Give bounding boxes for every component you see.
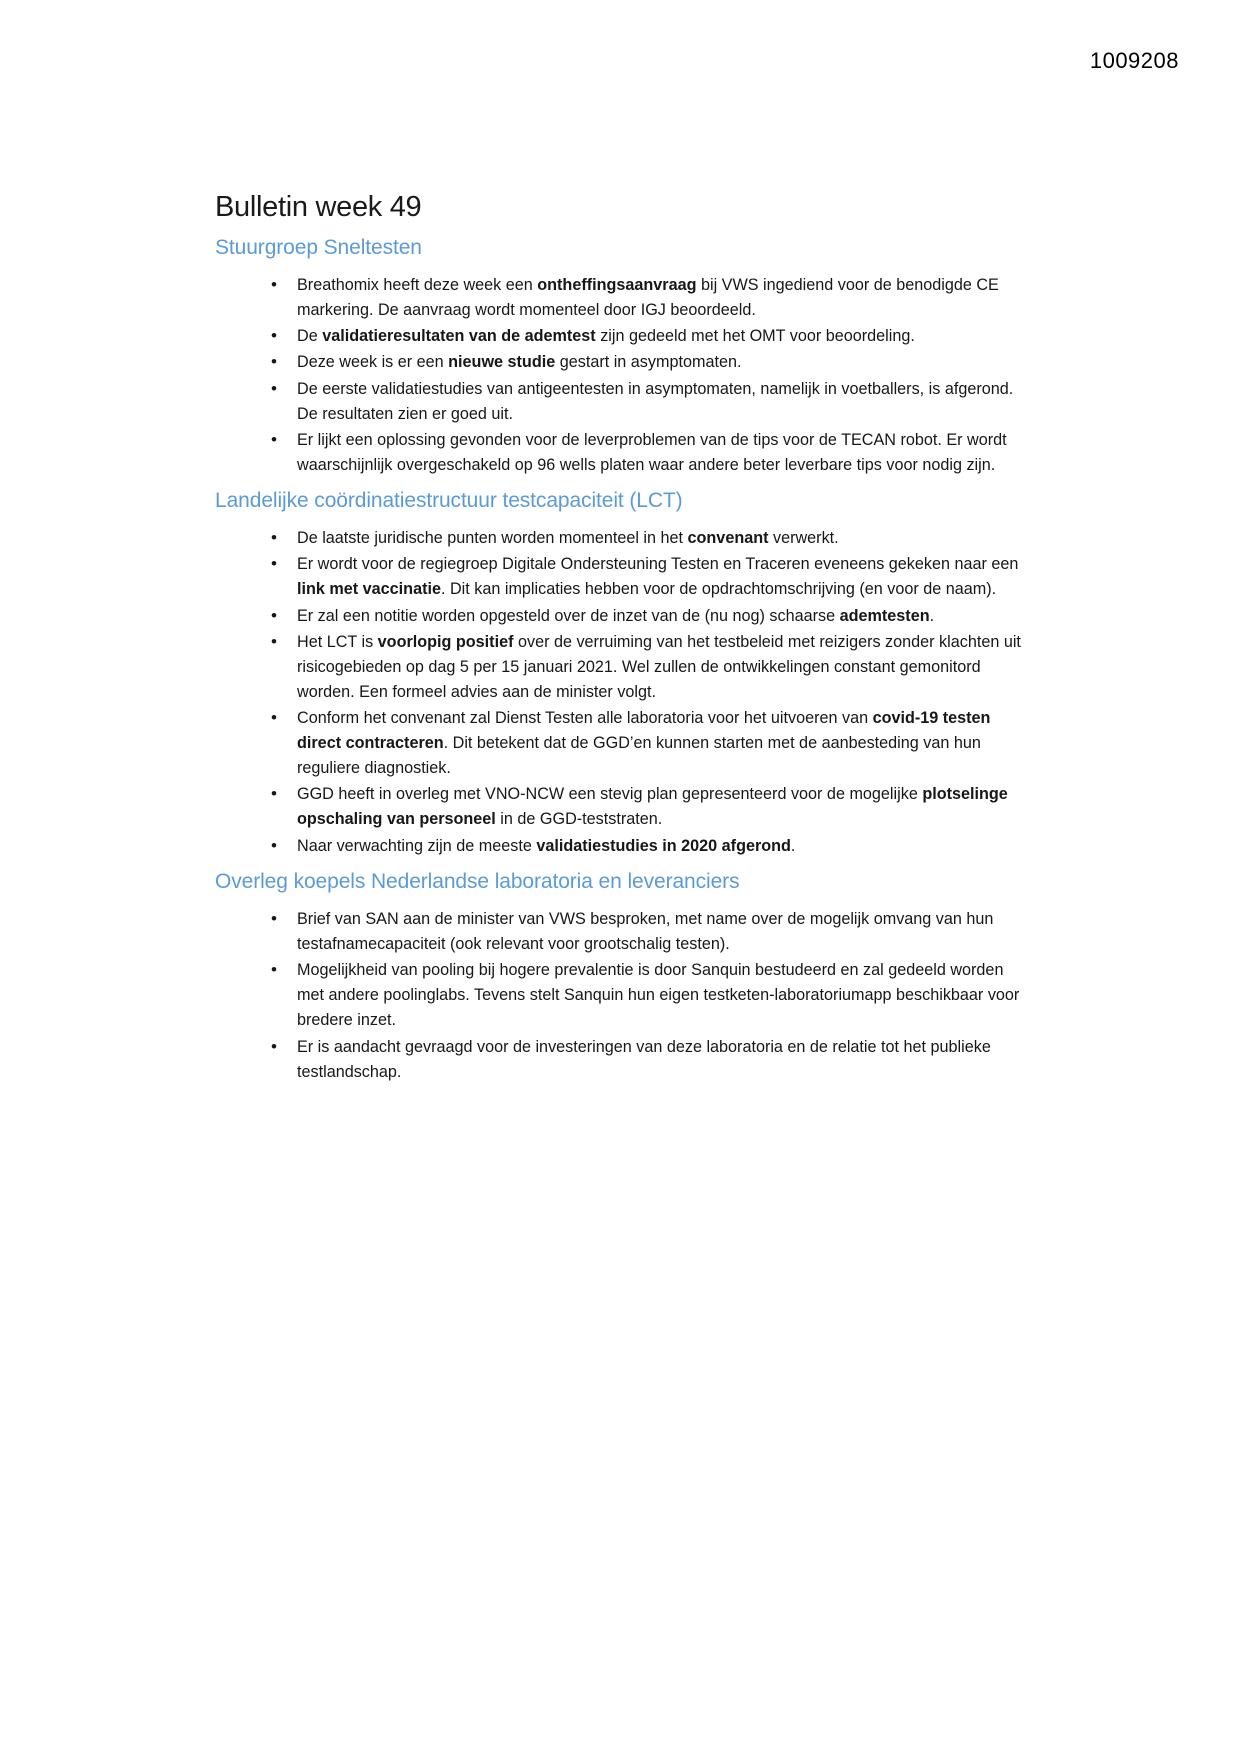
bullet-text: .	[790, 836, 796, 855]
bullet-text: Er is aandacht gevraagd voor de investeringen van deze laboratoria en de relatie tot het publieke testlandschap.	[297, 1037, 991, 1081]
bullet-list	[215, 907, 1025, 1085]
bullet-item	[271, 782, 1025, 832]
bullet-item	[271, 706, 1025, 781]
document-section	[215, 868, 1025, 1085]
bullet-item	[271, 630, 1025, 705]
bullet-text: over de verruiming van het testbeleid met reizigers zonder klachten uit risicogebieden op dag 5 per 15 januari 2021. Wel zullen de ontwikkelingen constant gemonitord worden. Een formeel advies aan de minister volgt.	[297, 632, 1021, 701]
bullet-text: Het LCT is	[297, 632, 378, 651]
bullet-text: zijn gedeeld met het OMT voor beoordeling.	[595, 327, 915, 346]
bullet-text: Naar verwachting zijn de meeste	[297, 836, 537, 855]
bullet-text: gestart in asymptomaten.	[555, 353, 742, 372]
bullet-emphasis: nieuwe studie	[448, 353, 556, 372]
bullet-text: GGD heeft in overleg met VNO-NCW een stevig plan gepresenteerd voor de mogelijke	[297, 785, 923, 804]
bullet-text: in de GGD-teststraten.	[495, 810, 663, 829]
bullet-text: Er lijkt een oplossing gevonden voor de leverproblemen van de tips voor de TECAN robot. Er wordt waarschijnlijk overgeschakeld op 96 wells platen waar andere beter leverbare tips voor nodig zijn.	[297, 430, 1007, 474]
bullet-item	[271, 324, 1025, 349]
bullet-text: De	[297, 327, 323, 346]
document-body	[215, 190, 1025, 1086]
page-title: Bulletin week 49	[215, 191, 422, 223]
bullet-text: De eerste validatiestudies van antigeentesten in asymptomaten, namelijk in voetballers, is afgerond. De resultaten zien er goed uit.	[297, 379, 1014, 423]
bullet-item	[271, 907, 1025, 957]
page-number: 1009208	[1089, 48, 1179, 73]
bullet-emphasis: validatieresultaten van de ademtest	[322, 327, 596, 346]
bullet-text: . Dit kan implicaties hebben voor de opdrachtomschrijving (en voor de naam).	[440, 580, 997, 599]
bullet-text: Deze week is er een	[297, 353, 449, 372]
bullet-emphasis: link met vaccinatie	[297, 580, 441, 599]
bullet-emphasis: validatiestudies in 2020 afgerond	[536, 836, 791, 855]
document-section	[215, 234, 1025, 478]
bullet-item	[271, 604, 1025, 629]
bullet-text: Mogelijkheid van pooling bij hogere prevalentie is door Sanquin bestudeerd en zal gedeeld worden met andere poolinglabs. Tevens stelt Sanquin hun eigen testketen-laboratoriumapp beschikbaar voor bredere inzet.	[297, 961, 1020, 1030]
bullet-list	[215, 526, 1025, 858]
bullet-item	[271, 958, 1025, 1033]
bullet-emphasis: ademtesten	[839, 606, 930, 625]
bullet-text: .	[929, 606, 935, 625]
bullet-item	[271, 834, 1025, 859]
bullet-text: bij VWS ingediend voor de benodigde CE markering. De aanvraag wordt momenteel door IGJ beoordeeld.	[297, 276, 999, 320]
bullet-item	[271, 350, 1025, 375]
document-section	[215, 487, 1025, 859]
bullet-text: Brief van SAN aan de minister van VWS besproken, met name over de mogelijk omvang van hun testafnamecapaciteit (ook relevant voor grootschalig testen).	[297, 909, 994, 954]
bullet-item	[271, 428, 1025, 478]
bullet-text: Conform het convenant zal Dienst Testen alle laboratoria voor het uitvoeren van	[297, 709, 873, 728]
bullet-emphasis: ontheffingsaanvraag	[537, 276, 697, 295]
bullet-emphasis: plotselinge opschaling van personeel	[297, 785, 1008, 829]
bullet-text: . Dit betekent dat de GGD’en kunnen starten met de aanbesteding van hun reguliere diagnostiek.	[297, 734, 981, 778]
bullet-text: De laatste juridische punten worden momenteel in het	[297, 529, 688, 548]
bullet-text: Er wordt voor de regiegroep Digitale Ondersteuning Testen en Traceren eveneens gekeken naar een	[297, 555, 1019, 574]
bullet-text: Er zal een notitie worden opgesteld over de inzet van de (nu nog) schaarse	[297, 606, 840, 625]
bullet-list	[215, 273, 1025, 478]
bullet-emphasis: voorlopig positief	[377, 632, 514, 651]
bullet-emphasis: covid-19 testen direct contracteren	[297, 709, 991, 753]
bullet-emphasis: convenant	[687, 529, 769, 548]
bullet-item	[271, 273, 1025, 323]
bullet-text: Breathomix heeft deze week een	[297, 276, 538, 295]
bullet-item	[271, 1035, 1025, 1085]
bullet-item	[271, 377, 1025, 427]
section-heading: Stuurgroep Sneltesten	[215, 235, 422, 259]
section-heading: Landelijke coördinatiestructuur testcapaciteit (LCT)	[215, 488, 683, 512]
bullet-item	[271, 552, 1025, 602]
sections-container	[215, 234, 1025, 1085]
bullet-item	[271, 526, 1025, 551]
bullet-text: verwerkt.	[768, 529, 839, 548]
section-heading: Overleg koepels Nederlandse laboratoria en leveranciers	[215, 869, 740, 893]
